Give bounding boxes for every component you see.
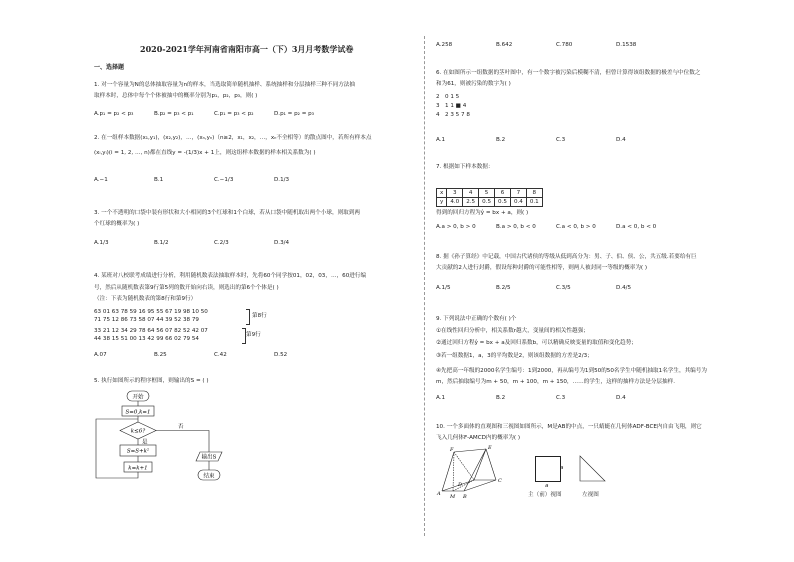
q2-line2: (xᵢ,yᵢ)(i = 1, 2, …, n)都在直线y = -(1/3)x + 1上，则这组样本数据的样本相关系数为( ) <box>94 150 316 156</box>
q4-line2: 号，然后从随机数表第9行第5列的数开始向右读，则选出的第6个个体是( ) <box>94 285 279 291</box>
q9-statement-3: ③若一组数据1，a，3的平均数是2，则该组数据的方差是2/3； <box>436 353 593 359</box>
q7-y-row <box>437 198 543 207</box>
leaf-4: 2 3 5 7 8 <box>445 112 470 118</box>
random-table-row8a: 63 01 63 78 59 16 95 55 67 19 98 10 50 <box>94 309 208 315</box>
label-A: A <box>437 491 441 497</box>
q1-option-b: B.p₂ = p₃ < p₁ <box>154 111 194 117</box>
cell: 2.5 <box>463 198 479 207</box>
q9-statement-4a: ④先把高一年级的2000名学生编号：1到2000，再从编号为1到50的50名学生中随机抽取1名学生，其编号为 <box>436 368 707 374</box>
q8-option-a: A.1/5 <box>436 285 451 291</box>
cell: 0.1 <box>526 198 542 207</box>
q7-line1: 7. 根据如下样本数据： <box>436 164 494 170</box>
section-heading: 一、选择题 <box>94 64 125 71</box>
q6-option-a: A.1 <box>436 137 446 143</box>
q2-option-b: B.1 <box>154 177 164 183</box>
flowchart <box>90 388 240 503</box>
q7-option-b: B.a > 0, b < 0 <box>496 224 536 230</box>
q1-option-a: A.p₁ = p₂ < p₃ <box>94 111 134 117</box>
q8-line2: 大贡献的2人进行封爵，假设每种封爵的可能性相等，则两人被封同一等级的概率为( ) <box>436 265 648 271</box>
stem-2: 2 <box>436 94 440 100</box>
q8-option-d: D.4/5 <box>616 285 632 291</box>
q2-option-d: D.1/3 <box>274 177 290 183</box>
q9-option-a: A.1 <box>436 395 446 401</box>
q8-option-b: B.2/5 <box>496 285 511 291</box>
leaf-3: 1 1 ■ 4 <box>445 103 467 109</box>
q1-option-c: C.p₁ = p₃ < p₂ <box>214 111 254 117</box>
cell: 0.4 <box>510 198 526 207</box>
q7-x-row <box>437 189 543 198</box>
q6-option-b: B.2 <box>496 137 506 143</box>
front-view-square <box>535 456 564 482</box>
front-view-dim: a <box>545 483 549 489</box>
q9-statement-2: ②通过回归方程ŷ = bx + a及回归系数b，可以精确反映变量的取值和变化趋势； <box>436 340 637 346</box>
fc-start-text: 开始 <box>132 394 144 401</box>
q2-option-a: A.−1 <box>94 177 108 183</box>
stem-leaf-plot <box>436 94 496 120</box>
front-view-label: 主（前）视图 <box>528 492 562 498</box>
q7-data-table <box>436 188 543 207</box>
q5-option-d: D.1538 <box>616 42 637 48</box>
fc-output-text: 输出S <box>201 454 217 461</box>
q1-line2: 取样本时，总体中每个个体被抽中的概率分别为p₁，p₂，p₃，则( ) <box>94 93 258 99</box>
label-M: M <box>450 494 456 500</box>
label-B: B <box>463 494 467 500</box>
stem-3: 3 <box>436 103 440 109</box>
row9-label: 第9行 <box>246 332 261 338</box>
q3-line1: 3. 一个不透明的口袋中装有形状和大小相同的3个红球和1个白球，若从口袋中随机取出两个小球，则取到两 <box>94 210 360 216</box>
side-view-label: 左视图 <box>582 492 599 498</box>
cell: 0.5 <box>479 198 495 207</box>
q4-line1: 4. 某班对八校联考成绩进行分析，利用随机数表法抽取样本时，先将60个同学按01，02，03，…，60进行编 <box>94 273 367 279</box>
fc-end-text: 结束 <box>203 473 215 480</box>
column-divider <box>424 36 425 536</box>
cell: y <box>437 198 447 207</box>
fc-body-text: S=S+k² <box>126 448 150 455</box>
cell: 6 <box>495 189 511 198</box>
front-view-side-dim: a <box>560 465 564 471</box>
fc-init-text: S=0,k=1 <box>125 409 151 416</box>
q7-option-c: C.a < 0, b > 0 <box>556 224 596 230</box>
cell: 0.5 <box>495 198 511 207</box>
polyhedron-diagram <box>434 444 514 502</box>
label-C: C <box>498 478 502 484</box>
q10-line2: 飞入几何体F-AMCD内的概率为( ) <box>436 435 521 441</box>
cell: 8 <box>526 189 542 198</box>
q2-line1: 2. 在一组样本数据(x₁,y₁)，(x₂,y₂)，…，(xₙ,yₙ)（n≥2，x₁，x₂，…，xₙ不全相等）的散点图中，若所有样本点 <box>94 135 372 141</box>
cell: 3 <box>447 189 463 198</box>
q2-option-c: C.−1/3 <box>214 177 234 183</box>
stem-4: 4 <box>436 112 440 118</box>
leaf-2: 0 1 5 <box>445 94 460 100</box>
row8-brace <box>246 309 250 325</box>
cell: x <box>437 189 447 198</box>
q6-option-d: D.4 <box>616 137 626 143</box>
cell: 7 <box>510 189 526 198</box>
q7-line2: 得到的回归方程为ŷ = bx + a，则( ) <box>436 210 529 216</box>
q4-option-b: B.25 <box>154 352 167 358</box>
cell: 5 <box>479 189 495 198</box>
label-D: D <box>458 482 463 488</box>
cell: 4.0 <box>447 198 463 207</box>
q6-option-c: C.3 <box>556 137 566 143</box>
random-table-row8b: 71 75 12 86 73 58 07 44 39 52 38 79 <box>94 317 199 323</box>
q9-option-c: C.3 <box>556 395 566 401</box>
q4-option-c: C.42 <box>214 352 227 358</box>
q3-option-c: C.2/3 <box>214 240 229 246</box>
q1-option-d: D.p₁ = p₂ = p₃ <box>274 111 314 117</box>
label-F: F <box>450 447 454 453</box>
fc-cond-text: k≤6? <box>130 428 146 435</box>
q9-option-d: D.4 <box>616 395 626 401</box>
q3-option-d: D.3/4 <box>274 240 290 246</box>
random-table-row9b: 44 38 15 51 00 13 42 99 66 02 79 54 <box>94 336 199 342</box>
fc-yes-text: 是 <box>142 439 148 446</box>
q6-line2: 和为61，则被污染的数字为( ) <box>436 81 511 87</box>
q9-option-b: B.2 <box>496 395 506 401</box>
page-title: 2020-2021学年河南省南阳市高一（下）3月月考数学试卷 <box>140 44 354 54</box>
q7-option-d: D.a < 0, b < 0 <box>616 224 657 230</box>
label-E: E <box>488 445 492 451</box>
q3-option-a: A.1/3 <box>94 240 109 246</box>
q7-option-a: A.a > 0, b > 0 <box>436 224 476 230</box>
q4-option-d: D.52 <box>274 352 288 358</box>
side-view-triangle <box>578 455 608 483</box>
q4-note: （注：下表为随机数表的第8行和第9行） <box>94 296 197 302</box>
q4-option-a: A.07 <box>94 352 107 358</box>
q8-option-c: C.3/5 <box>556 285 571 291</box>
cell: 4 <box>463 189 479 198</box>
fc-inc-text: k=k+1 <box>128 465 148 472</box>
q5-option-c: C.780 <box>556 42 573 48</box>
q9-statement-1: ①在线性回归分析中，相关系数r越大，变量间的相关性越强； <box>436 328 589 334</box>
fc-no-text: 否 <box>178 424 184 430</box>
q5-line1: 5. 执行如图所示的程序框图，则输出的S = ( ) <box>94 378 209 384</box>
random-table-row9a: 33 21 12 34 29 78 64 56 07 82 52 42 07 <box>94 328 208 334</box>
q9-line1: 9. 下列说法中正确的个数有( )个 <box>436 316 517 322</box>
q1-line1: 1. 对一个容量为N的总体抽取容量为n的样本，当选取简单随机抽样、系统抽样和分层抽样三种不同方法抽 <box>94 82 355 88</box>
q5-option-b: B.642 <box>496 42 513 48</box>
q3-line2: 个红球的概率为( ) <box>94 221 140 227</box>
q8-line1: 8. 据《孙子算经》中记载，中国古代诸侯的等级从低到高分为：男、子、伯、侯、公，共五级.若要给有巨 <box>436 254 697 260</box>
q9-statement-4b: m，然后抽取编号为m + 50，m + 100，m + 150，……的学生，这样的抽样方法是分层抽样. <box>436 379 675 385</box>
row8-label: 第8行 <box>252 313 267 319</box>
q10-line1: 10. 一个多面体的直观图和三视图如图所示，M是AB的中点，一只蜻蜓在几何体ADF-BCE内自由飞翔，则它 <box>436 424 702 430</box>
q5-option-a: A.258 <box>436 42 453 48</box>
q3-option-b: B.1/2 <box>154 240 169 246</box>
q6-line1: 6. 在如图所示一组数据的茎叶图中，有一个数字被污染后模糊不清，但曾计算得该组数据的极差与中位数之 <box>436 70 701 76</box>
